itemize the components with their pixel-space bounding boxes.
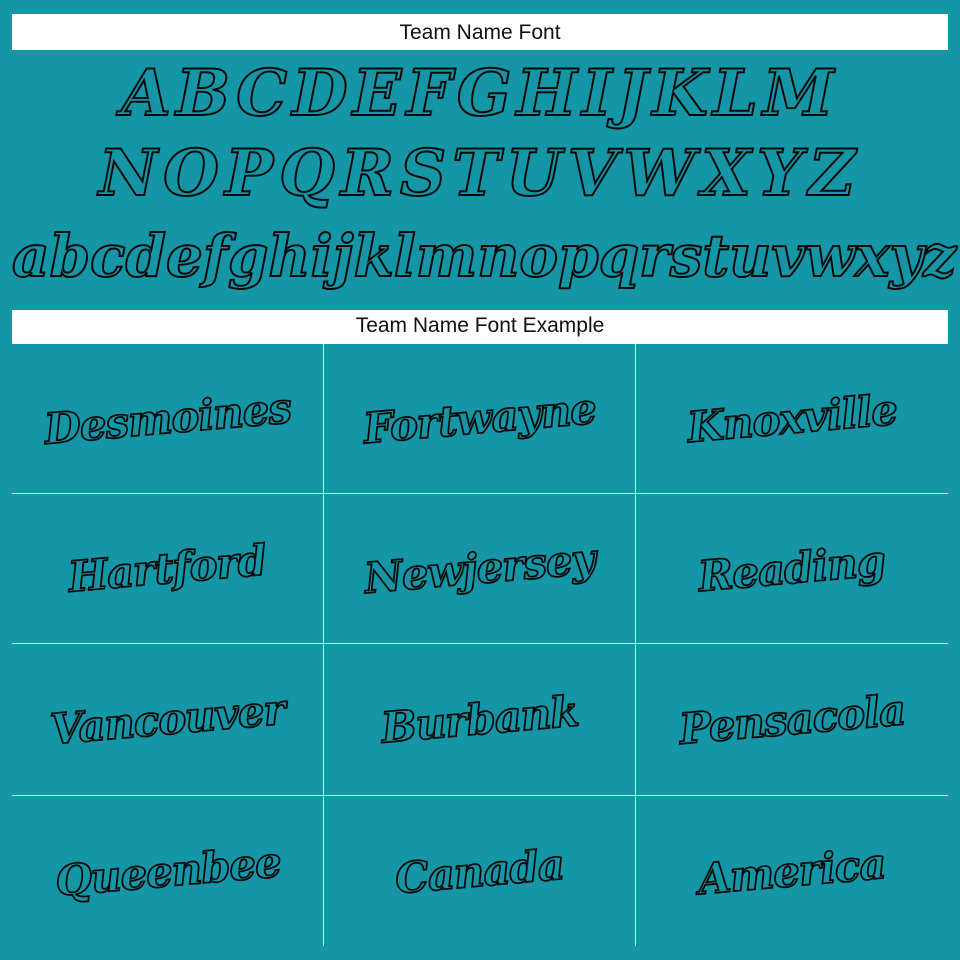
font-section-title: Team Name Font xyxy=(12,14,948,50)
example-cell xyxy=(324,644,636,796)
example-cell xyxy=(636,344,948,494)
example-cell xyxy=(12,796,324,946)
example-text: Canada xyxy=(393,839,566,903)
example-cell xyxy=(324,494,636,644)
alphabet-panel xyxy=(12,50,957,308)
example-cell xyxy=(324,796,636,946)
example-text: Hartford xyxy=(66,535,269,602)
example-cell xyxy=(12,644,324,796)
example-text: Fortwayne xyxy=(361,383,598,454)
lowercase-row: abcdefghijklmnopqrstuvwxyz xyxy=(12,222,957,290)
example-text: Vancouver xyxy=(48,684,287,755)
example-text: Knoxville xyxy=(685,384,899,453)
example-text: Newjersey xyxy=(362,534,597,603)
example-text: Pensacola xyxy=(677,685,907,754)
example-text: Queenbee xyxy=(52,836,283,906)
example-grid xyxy=(12,344,948,946)
example-text: Reading xyxy=(696,535,888,602)
example-cell xyxy=(12,494,324,644)
example-cell xyxy=(636,644,948,796)
example-section-title: Team Name Font Example xyxy=(12,310,948,344)
example-cell xyxy=(12,344,324,494)
example-text: Desmoines xyxy=(42,383,293,454)
example-text: Burbank xyxy=(379,686,580,753)
example-cell xyxy=(324,344,636,494)
example-cell xyxy=(636,796,948,946)
uppercase-row-1: ABCDEFGHIJKLM xyxy=(121,56,839,131)
uppercase-row-2: NOPQRSTUVWXYZ xyxy=(98,136,862,211)
example-text: America xyxy=(696,838,888,904)
example-cell xyxy=(636,494,948,644)
